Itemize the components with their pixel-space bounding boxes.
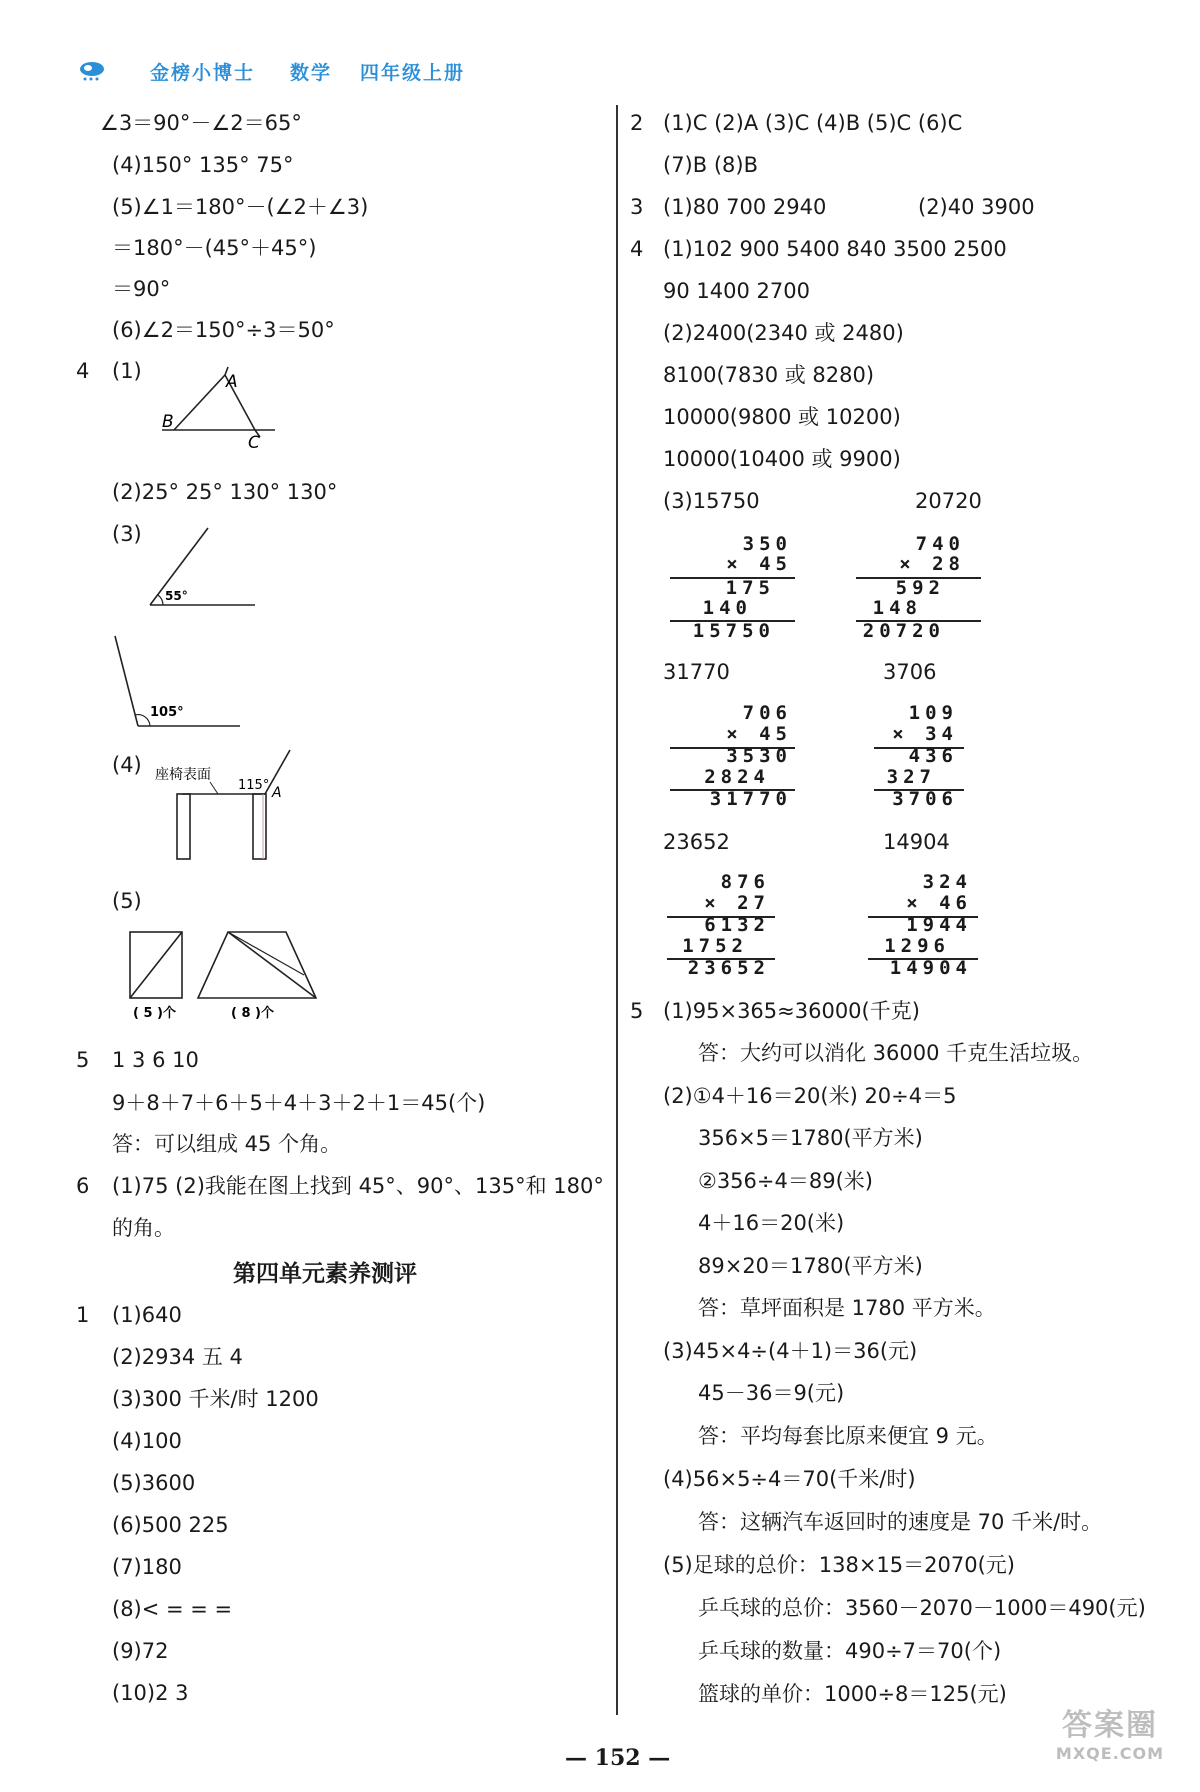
answer-line: (1)75 (2)我能在图上找到 45°、90°、135°和 180° (112, 1174, 604, 1198)
question-number: 3 (630, 195, 644, 219)
calc-line: 1944 (906, 914, 972, 936)
answer-line: ＝180°－(45°＋45°) (112, 236, 317, 260)
vertex-label-a: A (226, 372, 238, 392)
answer-line: 10000(9800 或 10200) (663, 405, 901, 429)
calc-line: 175 (725, 577, 775, 599)
answer-line: 23652 (663, 830, 730, 854)
answer-line: 10000(10400 或 9900) (663, 447, 901, 471)
header-subject: 数学 (290, 62, 333, 84)
calc-line: × 27 (704, 892, 770, 914)
question-number: 4 (76, 359, 90, 383)
answer-line: 4＋16＝20(米) (698, 1211, 845, 1235)
watermark-logo (1035, 1700, 1185, 1763)
calc-line: 327 (886, 766, 936, 788)
answer-line: ＝90° (112, 277, 171, 301)
calc-line: × 28 (899, 553, 965, 575)
answer-line: (9)72 (112, 1639, 169, 1663)
calc-line: 109 (908, 702, 958, 724)
calc-line: 140 (702, 597, 752, 619)
answer-line: (3)15750 (663, 489, 760, 513)
calc-line: 14904 (889, 957, 972, 979)
answer-line: 20720 (915, 489, 982, 513)
answer-line: (1)95×365≈36000(千克) (663, 999, 920, 1023)
calc-line: × 46 (906, 892, 972, 914)
answer-line: 乒乓球的总价：3560－2070－1000＝490(元) (698, 1596, 1146, 1620)
answer-line: (1)80 700 2940 (663, 195, 827, 219)
question-number: 1 (76, 1303, 90, 1327)
seat-surface-label: 座椅表面 (155, 767, 211, 783)
answer-line: 3706 (883, 660, 937, 684)
calc-line: 23652 (687, 957, 770, 979)
calc-line: 148 (872, 597, 922, 619)
answer-line: (2)2400(2340 或 2480) (663, 321, 904, 345)
answer-line: (1)640 (112, 1303, 182, 1327)
answer-line: (2)2934 五 4 (112, 1345, 243, 1369)
answer-line: (8)< = = = (112, 1597, 233, 1621)
header-grade: 四年级上册 (360, 62, 466, 84)
answer-line: (4)150° 135° 75° (112, 153, 294, 177)
answer-line: (3)300 千米/时 1200 (112, 1387, 319, 1411)
answer-line: 答：这辆汽车返回时的速度是 70 千米/时。 (698, 1510, 1103, 1534)
question-number: 5 (76, 1048, 90, 1072)
count-figure-square (125, 930, 200, 1020)
question-number: 2 (630, 111, 644, 135)
answer-line: 356×5＝1780(平方米) (698, 1126, 923, 1150)
calc-line: 15750 (692, 620, 775, 642)
section-title: 第四单元素养测评 (233, 1261, 417, 1287)
count-answer: ( 8 )个 (231, 1006, 274, 1020)
answer-line: 89×20＝1780(平方米) (698, 1254, 923, 1278)
answer-line: (1)C (2)A (3)C (4)B (5)C (6)C (663, 111, 963, 135)
answer-line: (6)∠2＝150°÷3＝50° (112, 318, 335, 342)
column-divider (616, 105, 618, 1715)
answer-line: (10)2 3 (112, 1681, 189, 1705)
answer-line: (6)500 225 (112, 1513, 229, 1537)
answer-line: (4)56×5÷4＝70(千米/时) (663, 1467, 916, 1491)
calc-line: 436 (908, 745, 958, 767)
calc-line: 324 (922, 871, 972, 893)
header-logo-icon (78, 60, 106, 86)
angle-label: 115° (238, 778, 270, 793)
triangle-figure (160, 365, 285, 450)
answer-line: 45－36＝9(元) (698, 1381, 845, 1405)
answer-line: 90 1400 2700 (663, 279, 810, 303)
calc-line: 350 (742, 533, 792, 555)
answer-line: 乒乓球的数量：490÷7＝70(个) (698, 1639, 1002, 1663)
header-brand: 金榜小博士 (150, 62, 256, 84)
answer-line: (5)∠1＝180°－(∠2＋∠3) (112, 195, 369, 219)
page-number: — 152 — (565, 1745, 671, 1771)
sub-question: (4) (112, 753, 142, 777)
calc-line: 740 (915, 533, 965, 555)
angle-label: 105° (150, 705, 184, 720)
angle-label: 55° (165, 589, 188, 603)
answer-line: (5)足球的总价：138×15＝2070(元) (663, 1553, 1015, 1577)
question-number: 6 (76, 1174, 90, 1198)
calc-line: × 45 (726, 553, 792, 575)
angle-55-figure (145, 525, 260, 610)
sub-question: (2)25° 25° 130° 130° (112, 480, 338, 504)
calc-line: 3706 (892, 788, 958, 810)
seat-figure (150, 748, 300, 863)
watermark-text: 答案圈 (1062, 1708, 1158, 1743)
sub-question: (5) (112, 889, 142, 913)
answer-line: 14904 (883, 830, 950, 854)
calc-line: × 45 (726, 723, 792, 745)
answer-line: 答：平均每套比原来便宜 9 元。 (698, 1424, 998, 1448)
answer-line: (7)B (8)B (663, 153, 758, 177)
answer-line: (2)①4＋16＝20(米) 20÷4＝5 (663, 1084, 957, 1108)
question-number: 5 (630, 999, 644, 1023)
answer-line: 答：草坪面积是 1780 平方米。 (698, 1296, 996, 1320)
answer-line: ∠3＝90°－∠2＝65° (100, 111, 302, 135)
answer-line: (2)40 3900 (918, 195, 1035, 219)
answer-line: ②356÷4＝89(米) (698, 1169, 873, 1193)
count-answer: ( 5 )个 (133, 1006, 176, 1020)
watermark-url: MXQE.COM (1055, 1744, 1165, 1763)
calc-line: 1296 (884, 935, 950, 957)
vertex-label-b: B (162, 412, 174, 432)
answer-line: 8100(7830 或 8280) (663, 363, 875, 387)
answer-line: (4)100 (112, 1429, 182, 1453)
calc-line: 1752 (682, 935, 748, 957)
answer-line: 篮球的单价：1000÷8＝125(元) (698, 1682, 1007, 1706)
answer-line: 31770 (663, 660, 730, 684)
calc-line: 31770 (709, 788, 792, 810)
calc-line: 876 (720, 871, 770, 893)
calc-line: 2824 (704, 766, 770, 788)
question-number: 4 (630, 237, 644, 261)
answer-line: (7)180 (112, 1555, 182, 1579)
answer-line: (1)102 900 5400 840 3500 2500 (663, 237, 1007, 261)
calc-line: 20720 (862, 620, 945, 642)
calc-line: 706 (742, 702, 792, 724)
answer-line: 的角。 (112, 1216, 175, 1240)
count-figure-trapezoid (196, 930, 321, 1020)
calc-line: × 34 (892, 723, 958, 745)
answer-line: 答：大约可以消化 36000 千克生活垃圾。 (698, 1041, 1094, 1065)
answer-line: (5)3600 (112, 1471, 196, 1495)
answer-line: 答：可以组成 45 个角。 (112, 1132, 342, 1156)
point-label: A (272, 785, 282, 801)
answer-line: (3)45×4÷(4＋1)＝36(元) (663, 1339, 918, 1363)
answer-line: 9＋8＋7＋6＋5＋4＋3＋2＋1＝45(个) (112, 1091, 486, 1115)
calc-line: 6132 (704, 914, 770, 936)
sub-question: (3) (112, 522, 142, 546)
sub-question: (1) (112, 359, 142, 383)
calc-line: 592 (895, 577, 945, 599)
calc-line: 3530 (726, 745, 792, 767)
angle-105-figure (110, 632, 245, 732)
answer-line: 1 3 6 10 (112, 1048, 199, 1072)
vertex-label-c: C (248, 433, 260, 450)
